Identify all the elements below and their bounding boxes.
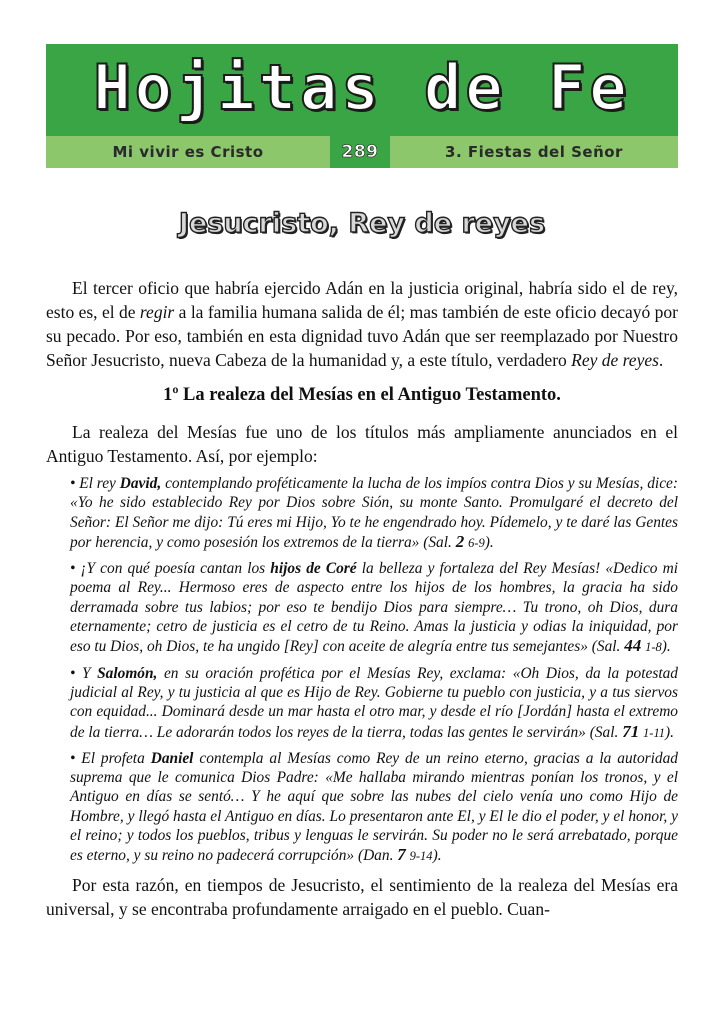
section-lead-paragraph: La realeza del Mesías fue uno de los títulos más ampliamente anunciados en el Antiguo Testamento. Así, por ejemplo: bbox=[46, 422, 678, 466]
intro-text-3: . bbox=[658, 350, 664, 370]
quote-chapter: 71 bbox=[622, 721, 640, 741]
quote-verses: 9-14 bbox=[409, 849, 433, 864]
quote-chapter: 2 bbox=[455, 531, 465, 551]
brand-title: Hojitas de Fe bbox=[93, 51, 631, 124]
quote-item: • El profeta Daniel contempla al Mesías como Rey de un reino eterno, gracias a la autoridad suprema que le comunica Dios Padre: «Me hallaba mirando mientras ponían los tronos, y el Antiguo en días se sentó… Y he aquí que sobre las nubes del cielo venía uno como Hijo de Hombre, y llegó hasta el Antiguo en días. Lo presentaron ante El, y El le dio el poder, y el honor, y el reino; y todos los pueblos, tribus y lenguas le servirán. Su poder no le será arrebatado, porque es eterno, y su reino no padecerá corrupción» (Dan. 7 9-14). bbox=[70, 749, 678, 865]
quote-verses: 1-8 bbox=[645, 640, 662, 655]
closing-paragraph: Por esta razón, en tiempos de Jesucristo, el sentimiento de la realeza del Mesías era universal, y se encontraba profundamente arraigado en el pueblo. Cuan- bbox=[46, 874, 678, 919]
header-banner bbox=[46, 44, 678, 168]
category-label: 3. Fiestas del Señor bbox=[445, 143, 623, 161]
quote-verses: 6-9 bbox=[468, 535, 485, 550]
header-subbar bbox=[46, 136, 678, 168]
intro-text-2: a la familia humana salida de él; mas también de este oficio decayó por su pecado. Por eso, también en esta dignidad tuvo Adán que ser reemplazado por Nuestro Señor Jesucristo, nueva Cabeza de la humanidad y, a este título, verdadero bbox=[46, 302, 678, 370]
section-heading: 1º La realeza del Mesías en el Antiguo Testamento. bbox=[163, 385, 561, 405]
intro-text-1: El tercer oficio que habría ejercido Adán en la justicia original, habría sido el de rey, esto es, el de bbox=[46, 278, 678, 322]
quote-chapter: 44 bbox=[624, 636, 642, 656]
quote-author: hijos de Coré bbox=[270, 560, 357, 578]
intro-emphasis-2: Rey de reyes bbox=[571, 350, 659, 370]
quote-item: • Y Salomón, en su oración profética por el Mesías Rey, exclama: «Oh Dios, da la potestad judicial al Rey, y tu justicia al que es Hijo de Rey. Gobierne tu pueblo con justicia, y a tus siervos con equidad... Dominará desde un mar hasta el otro mar, y desde el río [Jordán] hasta el extremo de la tierra… Le adorarán todos los reyes de la tierra, todas las gentes le servirán» (Sal. 71 1-11). bbox=[70, 664, 678, 741]
series-label: Mi vivir es Cristo bbox=[112, 143, 264, 161]
quote-chapter: 7 bbox=[397, 845, 406, 865]
intro-paragraph bbox=[46, 276, 678, 372]
quote-item: • ¡Y con qué poesía cantan los hijos de Coré la belleza y fortaleza del Rey Mesías! «Dedico mi poema al Rey... Hermoso eres de aspecto entre los hijos de los hombres, la gracia ha sido derramada sobre tus labios; por eso te bendijo Dios para siempre… Tu trono, oh Dios, dura eternamente; cetro de justicia es el cetro de tu Reino. Amas la justicia y odias la iniquidad, por eso tu Dios, oh Dios, te ha ungido [Rey] con aceite de alegría entre tus semejantes» (Sal. 44 1-8). bbox=[70, 560, 678, 656]
intro-emphasis-1: regir bbox=[139, 302, 175, 322]
quote-author: David, bbox=[119, 475, 162, 492]
issue-number: 289 bbox=[330, 136, 390, 168]
article-body bbox=[46, 276, 678, 921]
page-title: Jesucristo, Rey de reyes bbox=[178, 208, 546, 239]
quote-author: Salomón, bbox=[97, 664, 158, 682]
quote-verses: 1-11 bbox=[643, 725, 666, 740]
quote-item: • El rey David, contemplando proféticamente la lucha de los impíos contra Dios y su Mesías, dice: «Yo he sido establecido Rey por Dios sobre Sión, su monte Santo. Promulgaré el decreto del Señor: El Señor me dijo: Tú eres mi Hijo, Yo te he engendrado hoy. Pídemelo, y te daré las Gentes por herencia, y como posesión los extremos de la tierra» (Sal. 2 6-9). bbox=[70, 475, 678, 551]
quote-author: Daniel bbox=[150, 749, 194, 767]
